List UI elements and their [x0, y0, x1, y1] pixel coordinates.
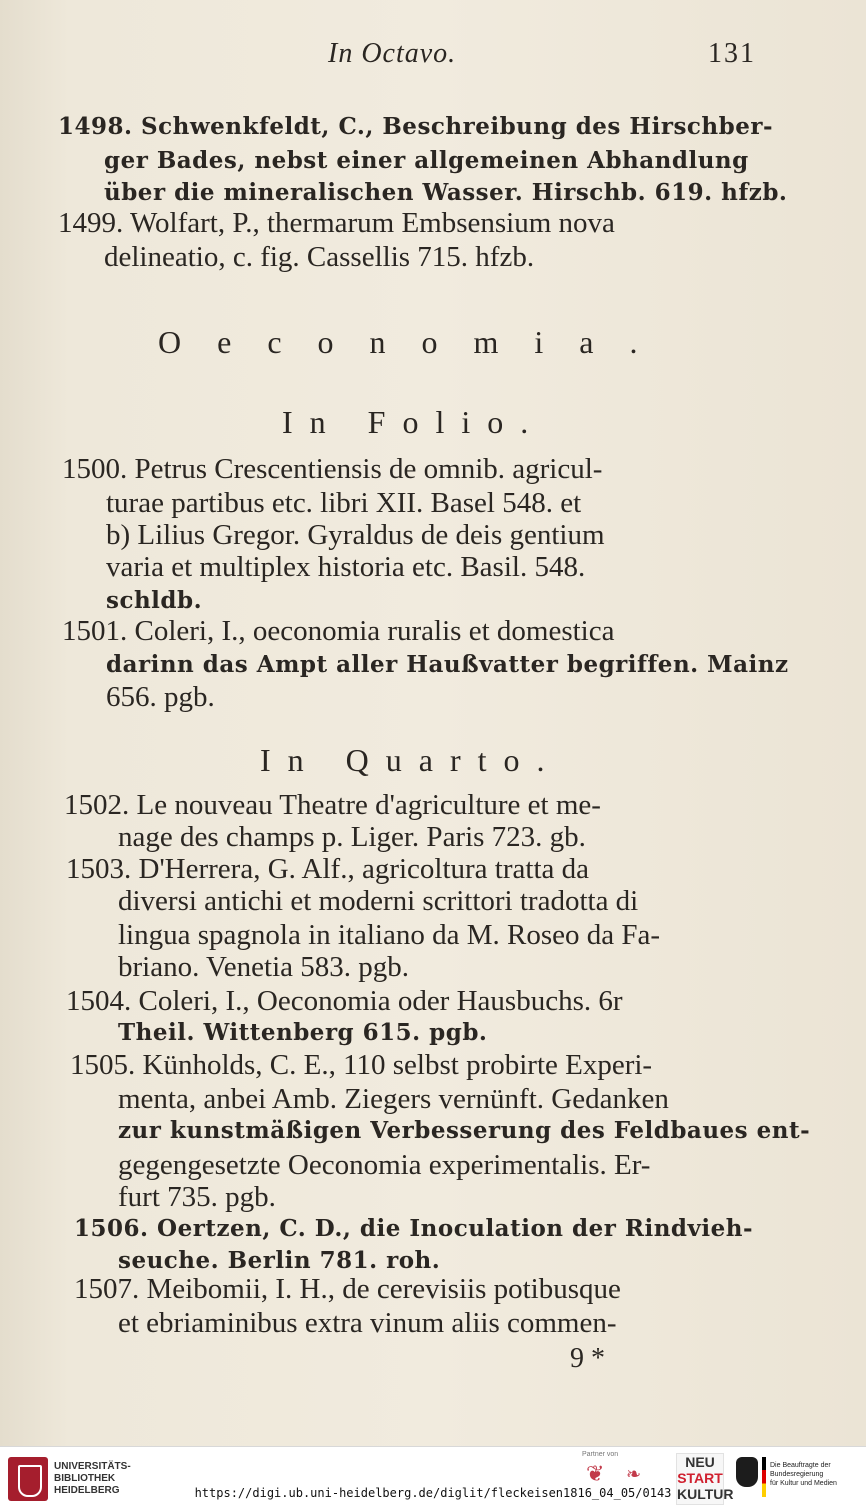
entry-1503-line-3: lingua spagnola in italiano da M. Roseo da Fa-: [118, 919, 661, 951]
entry-1500-line-5: schldb.: [106, 587, 203, 614]
entry-1501-line-3: 656. pgb.: [106, 681, 215, 713]
bkm-text-line-2: für Kultur und Medien: [770, 1480, 837, 1487]
entry-1500-line-2: turae partibus etc. libri XII. Basel 548. et: [106, 487, 582, 519]
entry-1500-line-4: varia et multiplex historia etc. Basil. 548.: [106, 551, 586, 583]
entry-1503-line-4: briano. Venetia 583. pgb.: [118, 951, 410, 983]
entry-1502-line-2: nage des champs p. Liger. Paris 723. gb.: [118, 821, 586, 853]
entry-1507-line-2: et ebriaminibus extra vinum aliis commen-: [118, 1307, 617, 1339]
entry-1498-line-1: 1498. Schwenkfeldt, C., Beschreibung des Hirschber-: [58, 113, 774, 140]
source-url[interactable]: https://digi.ub.uni-heidelberg.de/diglit/fleckeisen1816_04_05/0143: [194, 1486, 672, 1500]
entry-1500-line-3: b) Lilius Gregor. Gyraldus de deis gentium: [106, 519, 605, 551]
section-heading: Oeconomia.: [158, 324, 674, 360]
entry-1505-line-4: gegengesetzte Oeconomia experimentalis. Er-: [118, 1149, 651, 1181]
entry-1506-line-2: seuche. Berlin 781. roh.: [118, 1247, 441, 1274]
neustart-line-1: NEU: [685, 1454, 715, 1470]
federal-eagle-icon: [736, 1457, 758, 1487]
entry-1499-line-1: 1499. Wolfart, P., thermarum Embsensium nova: [58, 207, 615, 239]
entry-1503-line-1: 1503. D'Herrera, G. Alf., agricoltura tratta da: [66, 853, 589, 885]
neustart-line-2: START: [677, 1470, 723, 1486]
entry-1505-line-2: menta, anbei Amb. Ziegers vernünft. Gedanken: [118, 1083, 669, 1115]
bird-small-icon: ❧: [626, 1464, 642, 1485]
entry-1505-line-3: zur kunstmäßigen Verbesserung des Feldbaues ent-: [118, 1117, 811, 1144]
bkm-text-line-1: Die Beauftragte der Bundesregierung: [770, 1462, 831, 1478]
entry-1498-line-2: ger Bades, nebst einer allgemeinen Abhandlung: [104, 147, 749, 174]
entry-1498-line-3: über die mineralischen Wasser. Hirschb. 619. hfzb.: [104, 179, 788, 206]
entry-1505-line-1: 1505. Künholds, C. E., 110 selbst probirte Experi-: [70, 1049, 653, 1081]
partner-label: Partner von: [582, 1451, 619, 1458]
bkm-text: [770, 1461, 858, 1488]
entry-1505-line-5: furt 735. pgb.: [118, 1181, 276, 1213]
entry-1499-line-2: delineatio, c. fig. Cassellis 715. hfzb.: [104, 241, 535, 273]
entry-1501-line-2: darinn das Ampt aller Haußvatter begriffen. Mainz: [106, 651, 789, 678]
entry-1502-line-1: 1502. Le nouveau Theatre d'agriculture et me-: [64, 789, 601, 821]
entry-1504-line-1: 1504. Coleri, I., Oeconomia oder Hausbuchs. 6r: [66, 985, 623, 1017]
running-head: [0, 38, 866, 78]
bird-icon: ❦: [586, 1462, 605, 1487]
footer-bar: [0, 1446, 866, 1510]
entry-1500-line-1: 1500. Petrus Crescentiensis de omnib. agricul-: [62, 453, 603, 485]
entry-1504-line-2: Theil. Wittenberg 615. pgb.: [118, 1019, 488, 1046]
subheading-folio: In Folio.: [282, 404, 546, 440]
subheading-quarto: In Quarto.: [260, 742, 562, 778]
library-name-line-1: UNIVERSITÄTS-: [54, 1461, 131, 1472]
entry-1501-line-1: 1501. Coleri, I., oeconomia ruralis et domestica: [62, 615, 615, 647]
page-number: 131: [708, 38, 756, 69]
entry-1503-line-2: diversi antichi et moderni scrittori tradotta di: [118, 885, 639, 917]
entry-1506-line-1: 1506. Oertzen, C. D., die Inoculation der Rindvieh-: [74, 1215, 754, 1242]
signature-mark: 9 *: [570, 1343, 605, 1374]
running-head-title: In Octavo.: [328, 38, 457, 69]
library-name-line-2: BIBLIOTHEK: [54, 1473, 116, 1484]
entry-1507-line-1: 1507. Meibomii, I. H., de cerevisiis potibusque: [74, 1273, 621, 1305]
library-name-line-3: HEIDELBERG: [54, 1485, 120, 1496]
neustart-line-3: KULTUR: [677, 1486, 734, 1502]
